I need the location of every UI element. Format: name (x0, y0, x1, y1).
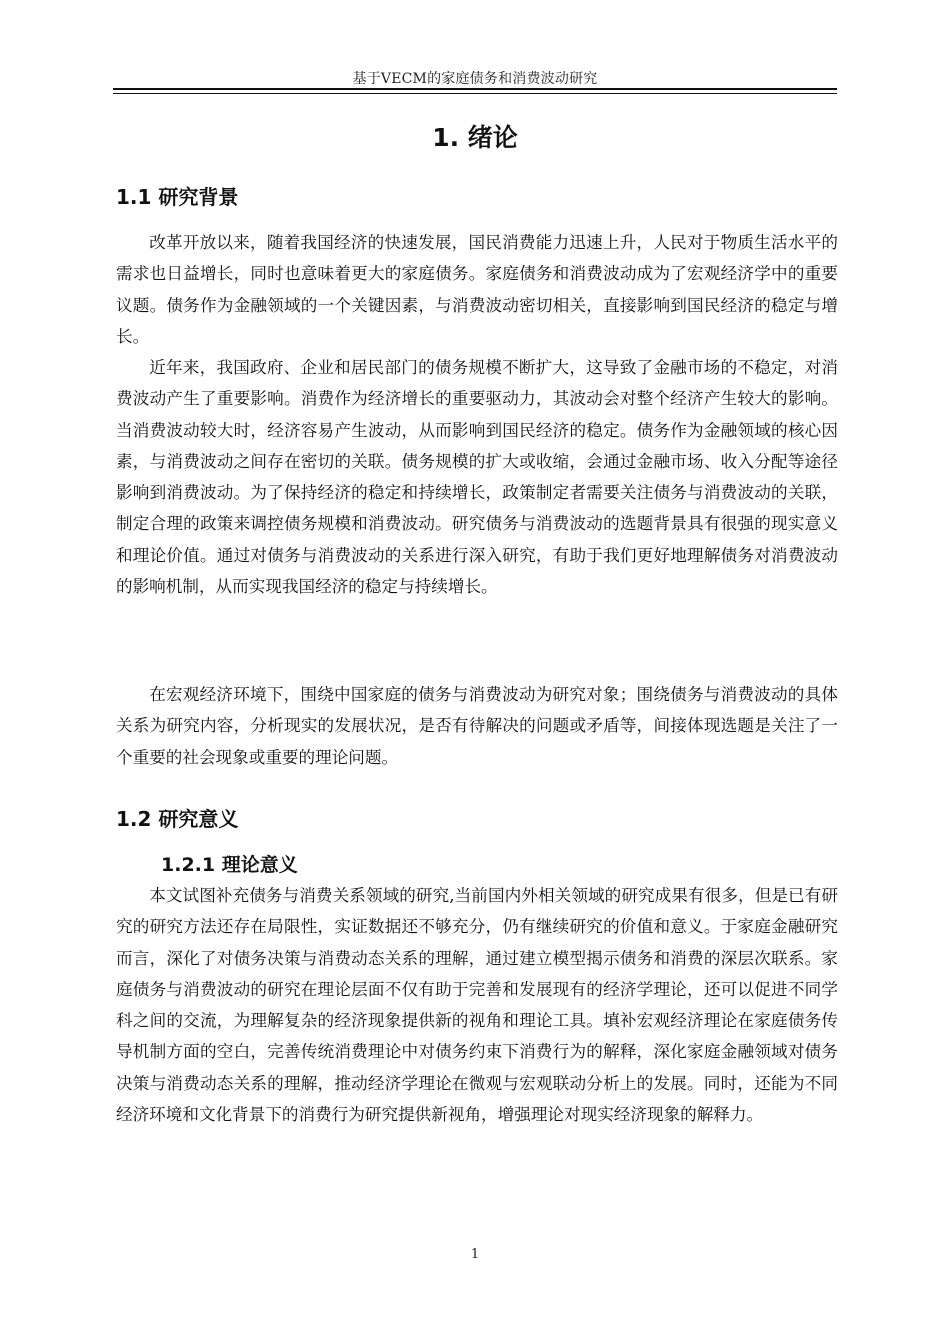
paragraph-theoretical-significance: 本文试图补充债务与消费关系领域的研究,当前国内外相关领域的研究成果有很多，但是已有研究的研究方法还存在局限性，实证数据还不够充分，仍有继续研究的价值和意义。于家庭金融研究而言，深化了对债务决策与消费动态关系的理解，通过建立模型揭示债务和消费的深层次联系。家庭债务与消费波动的研究在理论层面不仅有助于完善和发展现有的经济学理论，还可以促进不同学科之间的交流，为理解复杂的经济现象提供新的视角和理论工具。填补宏观经济理论在家庭债务传导机制方面的空白，完善传统消费理论中对债务约束下消费行为的解释，深化家庭金融领域对债务决策与消费动态关系的理解，推动经济学理论在微观与宏观联动分析上的发展。同时，还能为不同经济环境和文化背景下的消费行为研究提供新视角，增强理论对现实经济现象的解释力。 (116, 886, 838, 1125)
paragraph-background-3: 在宏观经济环境下，围绕中国家庭的债务与消费波动为研究对象；围绕债务与消费波动的具体关系为研究内容，分析现实的发展状况，是否有待解决的问题或矛盾等，间接体现选题是关注了一个重要的社会现象或重要的理论问题。 (116, 685, 838, 767)
header-rule-thin (113, 93, 837, 94)
paragraph-background-2: 近年来，我国政府、企业和居民部门的债务规模不断扩大，这导致了金融市场的不稳定，对消费波动产生了重要影响。消费作为经济增长的重要驱动力，其波动会对整个经济产生较大的影响。当消费波动较大时，经济容易产生波动，从而影响到国民经济的稳定。债务作为金融领域的核心因素，与消费波动之间存在密切的关联。债务规模的扩大或收缩，会通过金融市场、收入分配等途径影响到消费波动。为了保持经济的稳定和持续增长，政策制定者需要关注债务与消费波动的关联，制定合理的政策来调控债务规模和消费波动。研究债务与消费波动的选题背景具有很强的现实意义和理论价值。通过对债务与消费波动的关系进行深入研究，有助于我们更好地理解债务对消费波动的影响机制，从而实现我国经济的稳定与持续增长。 (116, 358, 838, 597)
running-header: 基于VECM的家庭债务和消费波动研究 (352, 71, 598, 87)
section-heading-1-2: 1.2 研究意义 (116, 807, 239, 831)
chapter-title: 1. 绪论 (432, 123, 518, 152)
subsection-heading-1-2-1: 1.2.1 理论意义 (161, 854, 298, 876)
header-rule-thick (113, 88, 837, 90)
page-number: 1 (470, 1247, 480, 1262)
section-heading-1-1: 1.1 研究背景 (116, 185, 239, 209)
paragraph-background-1: 改革开放以来，随着我国经济的快速发展，国民消费能力迅速上升，人民对于物质生活水平的需求也日益增长，同时也意味着更大的家庭债务。家庭债务和消费波动成为了宏观经济学中的重要议题。债务作为金融领域的一个关键因素，与消费波动密切相关，直接影响到国民经济的稳定与增长。 (116, 233, 838, 346)
